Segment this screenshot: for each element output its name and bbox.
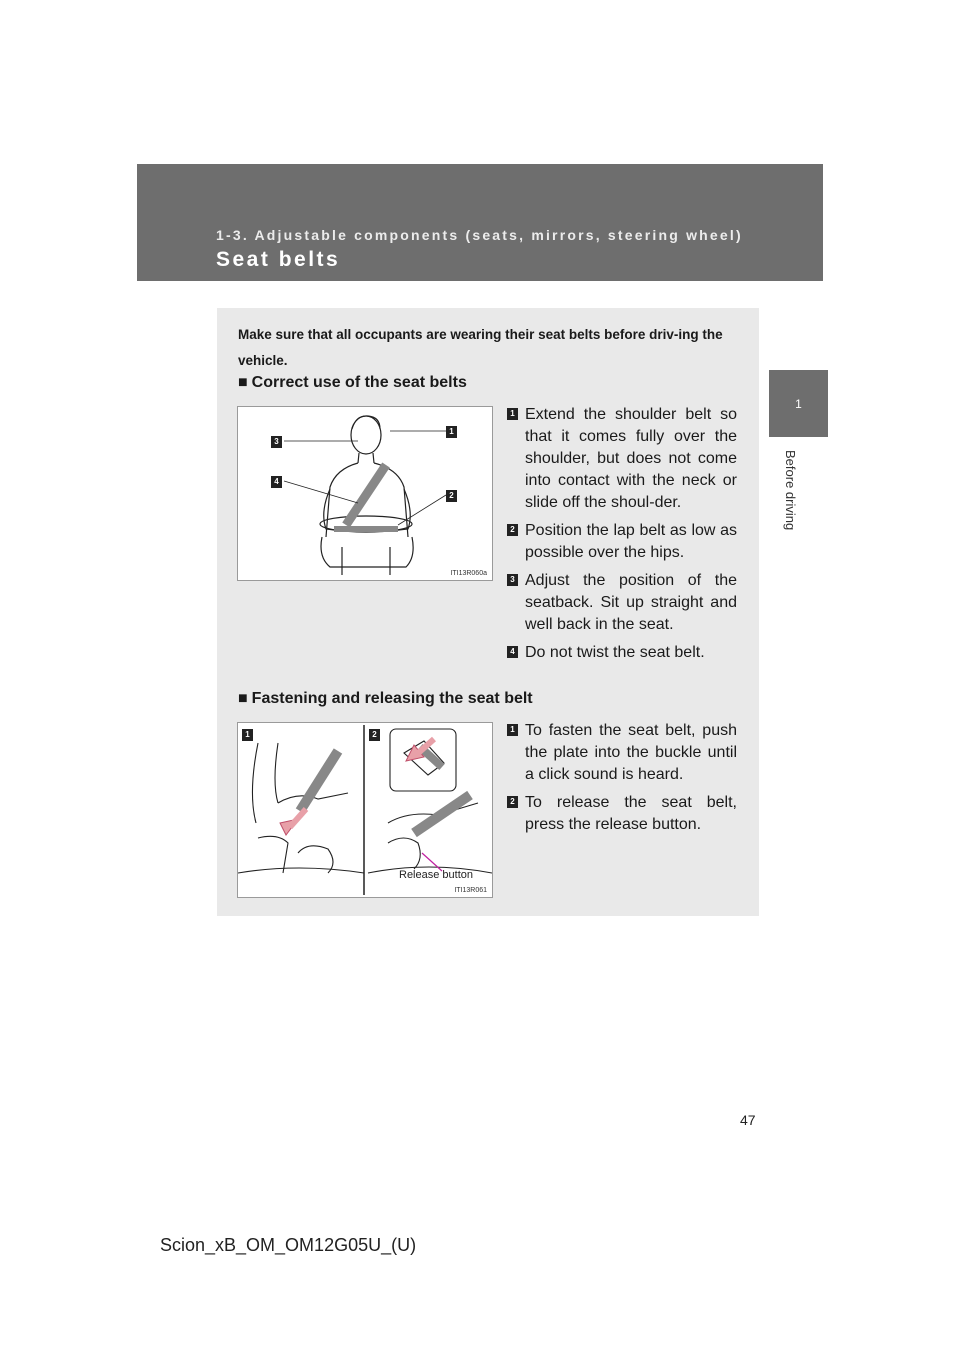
- section1-heading: [238, 374, 467, 392]
- page-title: Seat belts: [216, 248, 341, 271]
- step-text: Extend the shoulder belt so that it comes fully over the shoulder, but does not come into contact with the neck or slide off the shoul-der.: [525, 406, 737, 511]
- list-item: [507, 520, 737, 564]
- header-bar: [137, 164, 823, 281]
- list-item: [507, 792, 737, 836]
- panel-number-2: 2: [369, 729, 380, 741]
- section2-steps: [507, 720, 737, 842]
- figure-callout-3: 3: [271, 436, 282, 448]
- square-bullet-icon: ■: [238, 374, 248, 391]
- chapter-number: 1: [795, 396, 802, 411]
- section2-heading-text: Fastening and releasing the seat belt: [251, 690, 533, 707]
- list-item: [507, 642, 737, 664]
- figure-correct-use: [237, 406, 493, 581]
- step-text: Position the lap belt as low as possible over the hips.: [525, 522, 737, 561]
- step-text: To fasten the seat belt, push the plate into the buckle until a click sound is heard.: [525, 722, 737, 783]
- page-number: 47: [740, 1112, 756, 1128]
- step-number: 1: [507, 724, 518, 736]
- content-panel: [217, 308, 759, 916]
- step-number: 4: [507, 646, 518, 658]
- figure-fastening: [237, 722, 493, 898]
- step-number: 2: [507, 524, 518, 536]
- step-text: Do not twist the seat belt.: [525, 644, 705, 661]
- section2-heading: [238, 690, 533, 708]
- section-title: 1-3. Adjustable components (seats, mirrors, steering wheel): [216, 227, 743, 243]
- square-bullet-icon: ■: [238, 690, 248, 707]
- release-button-label: Release button: [399, 869, 473, 881]
- figure-code: ITI13R061: [454, 887, 487, 894]
- step-text: To release the seat belt, press the release button.: [525, 794, 737, 833]
- footer-doc-id: Scion_xB_OM_OM12G05U_(U): [160, 1235, 417, 1255]
- section1-heading-text: Correct use of the seat belts: [251, 374, 467, 391]
- step-text: Adjust the position of the seatback. Sit up straight and well back in the seat.: [525, 572, 737, 633]
- list-item: [507, 720, 737, 786]
- chapter-tab: [769, 370, 828, 437]
- step-number: 3: [507, 574, 518, 586]
- figure-callout-2: 2: [446, 490, 457, 502]
- figure-callout-1: 1: [446, 426, 457, 438]
- chapter-label: Before driving: [783, 450, 798, 531]
- step-number: 1: [507, 408, 518, 420]
- section1-steps: [507, 404, 737, 670]
- list-item: [507, 570, 737, 636]
- panel-number-1: 1: [242, 729, 253, 741]
- figure-code: ITI13R060a: [450, 570, 487, 577]
- step-number: 2: [507, 796, 518, 808]
- list-item: [507, 404, 737, 514]
- figure-callout-4: 4: [271, 476, 282, 488]
- intro-text: Make sure that all occupants are wearing their seat belts before driv-ing the vehicle.: [238, 327, 723, 368]
